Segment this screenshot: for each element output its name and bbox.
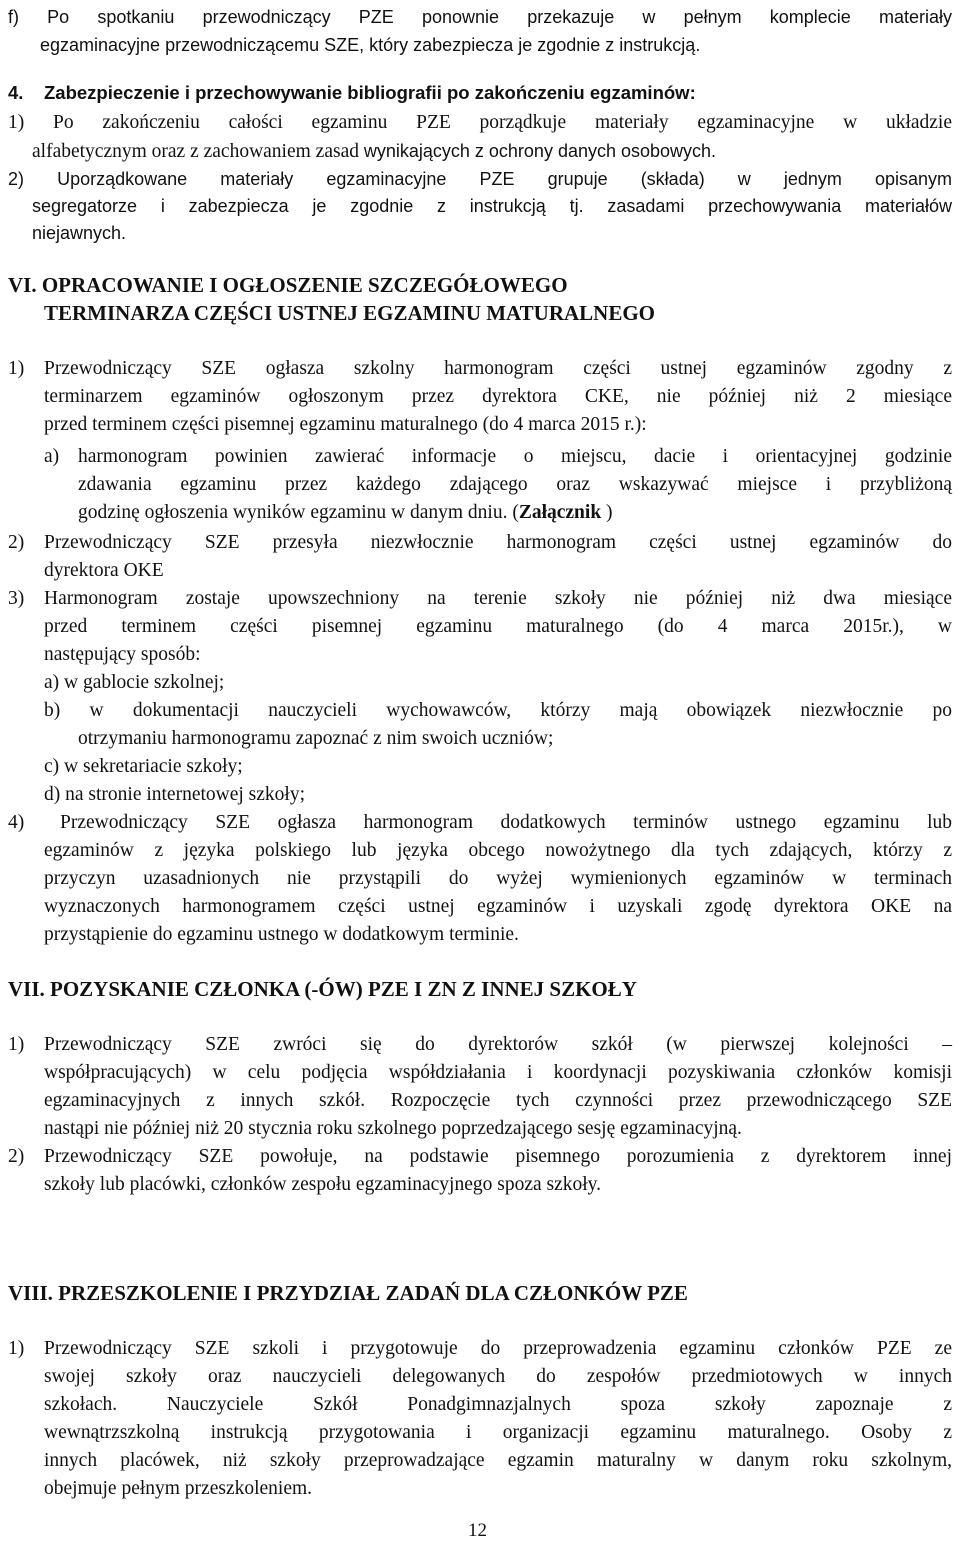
- s6-p4-line4: wyznaczonych harmonogramem części ustnej egzaminów i uzyskali zgodę dyrektora OKE na: [44, 896, 952, 917]
- s6-p3-a: a) w gablocie szkolnej;: [44, 672, 225, 693]
- s8-p1-number: 1): [8, 1338, 25, 1359]
- s7-p2-line2: szkoły lub placówki, członków zespołu egzaminacyjnego spoza szkoły.: [44, 1174, 602, 1195]
- s8-p1-line6: obejmuje pełnym przeszkoleniem.: [44, 1478, 313, 1499]
- s6-p1-line3: przed terminem części pisemnej egzaminu maturalnego (do 4 marca 2015 r.):: [44, 414, 647, 435]
- s7-p2-number: 2): [8, 1146, 25, 1167]
- s7-p1-number: 1): [8, 1034, 25, 1055]
- page-number: 12: [468, 1520, 487, 1541]
- s6-p3-b-line2: otrzymaniu harmonogramu zapoznać z nim swoich uczniów;: [78, 728, 554, 749]
- s6-p4-line1: Przewodniczący SZE ogłasza harmonogram dodatkowych terminów ustnego egzaminu lub: [60, 812, 952, 833]
- s4-item2-line3: niejawnych.: [32, 223, 127, 243]
- s6-p4-line5: przystąpienie do egzaminu ustnego w dodatkowym terminie.: [44, 924, 519, 945]
- s6-p1-number: 1): [8, 358, 25, 379]
- s4-item1-line2: alfabetycznym oraz z zachowaniem zasad wynikających z ochrony danych osobowych.: [32, 141, 717, 162]
- s4-item2-line2: segregatorze i zabezpiecza je zgodnie z instrukcją tj. zasadami przechowywania materiałów: [32, 196, 952, 216]
- s7-p1-line2: współpracujących) w celu podjęcia współdziałania i koordynacji pozyskiwania członków komisji: [44, 1062, 952, 1083]
- s6-p2-line2: dyrektora OKE: [44, 560, 164, 581]
- s6-p4-number: 4): [8, 812, 25, 833]
- s4-item1-line1: 1) Po zakończeniu całości egzaminu PZE porządkuje materiały egzaminacyjne w układzie: [8, 112, 952, 133]
- item-f-line2: egzaminacyjne przewodniczącemu SZE, który zabezpiecza je zgodnie z instrukcją.: [40, 35, 701, 55]
- s6-p1-a-line1: harmonogram powinien zawierać informacje o miejscu, dacie i orientacyjnej godzinie: [78, 446, 952, 467]
- s6-p3-line1: Harmonogram zostaje upowszechniony na terenie szkoły nie później niż dwa miesiące: [44, 588, 952, 609]
- s6-p4-line3: przyczyn uzasadnionych nie przystąpili do wyżej wymienionych egzaminów w terminach: [44, 868, 952, 889]
- section-4-number: 4.: [8, 82, 24, 103]
- s6-p1-line2: terminarzem egzaminów ogłoszonym przez dyrektora CKE, nie później niż 2 miesiące: [44, 386, 952, 407]
- s6-p1-line1: Przewodniczący SZE ogłasza szkolny harmonogram części ustnej egzaminów zgodny z: [44, 358, 952, 379]
- s8-p1-line3: szkołach. Nauczyciele Szkół Ponadgimnazjalnych spoza szkoły zapoznaje z: [44, 1394, 952, 1415]
- s8-p1-line1: Przewodniczący SZE szkoli i przygotowuje do przeprowadzenia egzaminu członków PZE ze: [44, 1338, 952, 1359]
- s4-item2-line1: 2) Uporządkowane materiały egzaminacyjne PZE grupuje (składa) w jednym opisanym: [8, 169, 952, 189]
- section-8-heading: VIII. PRZESZKOLENIE I PRZYDZIAŁ ZADAŃ DLA CZŁONKÓW PZE: [8, 1281, 688, 1305]
- s6-p3-b-line1: b) w dokumentacji nauczycieli wychowawców, którzy mają obowiązek niezwłocznie po: [44, 700, 952, 721]
- s6-p3-number: 3): [8, 588, 25, 609]
- s8-p1-line5: innych placówek, niż szkoły przeprowadzające egzamin maturalny w danym roku szkolnym,: [44, 1450, 952, 1471]
- s8-p1-line2: swojej szkoły oraz nauczycieli delegowanych do zespołów przedmiotowych w innych: [44, 1366, 952, 1387]
- s6-p1-a-line2: zdawania egzaminu przez każdego zdającego oraz wskazywać miejsce i przybliżoną: [78, 474, 952, 495]
- s7-p1-line4: nastąpi nie później niż 20 stycznia roku szkolnego poprzedzającego sesję egzaminacyjną.: [44, 1118, 742, 1139]
- s6-p2-number: 2): [8, 532, 25, 553]
- section-4-title: Zabezpieczenie i przechowywanie bibliografii po zakończeniu egzaminów:: [44, 82, 696, 103]
- section-6-heading-line2: TERMINARZA CZĘŚCI USTNEJ EGZAMINU MATURALNEGO: [44, 301, 656, 325]
- s6-p1-a-letter: a): [44, 446, 60, 467]
- s7-p1-line1: Przewodniczący SZE zwróci się do dyrektorów szkół (w pierwszej kolejności –: [44, 1034, 952, 1055]
- s6-p3-line3: następujący sposób:: [44, 644, 201, 665]
- s6-p2-line1: Przewodniczący SZE przesyła niezwłocznie harmonogram części ustnej egzaminów do: [44, 532, 952, 553]
- s7-p1-line3: egzaminacyjnych z innych szkół. Rozpoczęcie tych czynności przez przewodniczącego SZE: [44, 1090, 952, 1111]
- section-7-heading: VII. POZYSKANIE CZŁONKA (-ÓW) PZE I ZN Z INNEJ SZKOŁY: [8, 977, 637, 1001]
- s6-p3-line2: przed terminem części pisemnej egzaminu maturalnego (do 4 marca 2015r.), w: [44, 616, 952, 637]
- s8-p1-line4: wewnątrzszkolną instrukcją przygotowania i organizacji egzaminu maturalnego. Osoby z: [44, 1422, 952, 1443]
- s7-p2-line1: Przewodniczący SZE powołuje, na podstawie pisemnego porozumienia z dyrektorem innej: [44, 1146, 952, 1167]
- section-6-heading-line1: VI. OPRACOWANIE I OGŁOSZENIE SZCZEGÓŁOWEGO: [8, 273, 568, 297]
- s6-p4-line2: egzaminów z języka polskiego lub języka obcego nowożytnego dla tych zdających, którzy z: [44, 840, 952, 861]
- s6-p3-d: d) na stronie internetowej szkoły;: [44, 784, 306, 805]
- s6-p1-a-line3: godzinę ogłoszenia wyników egzaminu w danym dniu. (Załącznik ): [78, 502, 613, 523]
- item-f-line1: f) Po spotkaniu przewodniczący PZE ponownie przekazuje w pełnym komplecie materiały: [8, 7, 952, 27]
- s6-p3-c: c) w sekretariacie szkoły;: [44, 756, 243, 777]
